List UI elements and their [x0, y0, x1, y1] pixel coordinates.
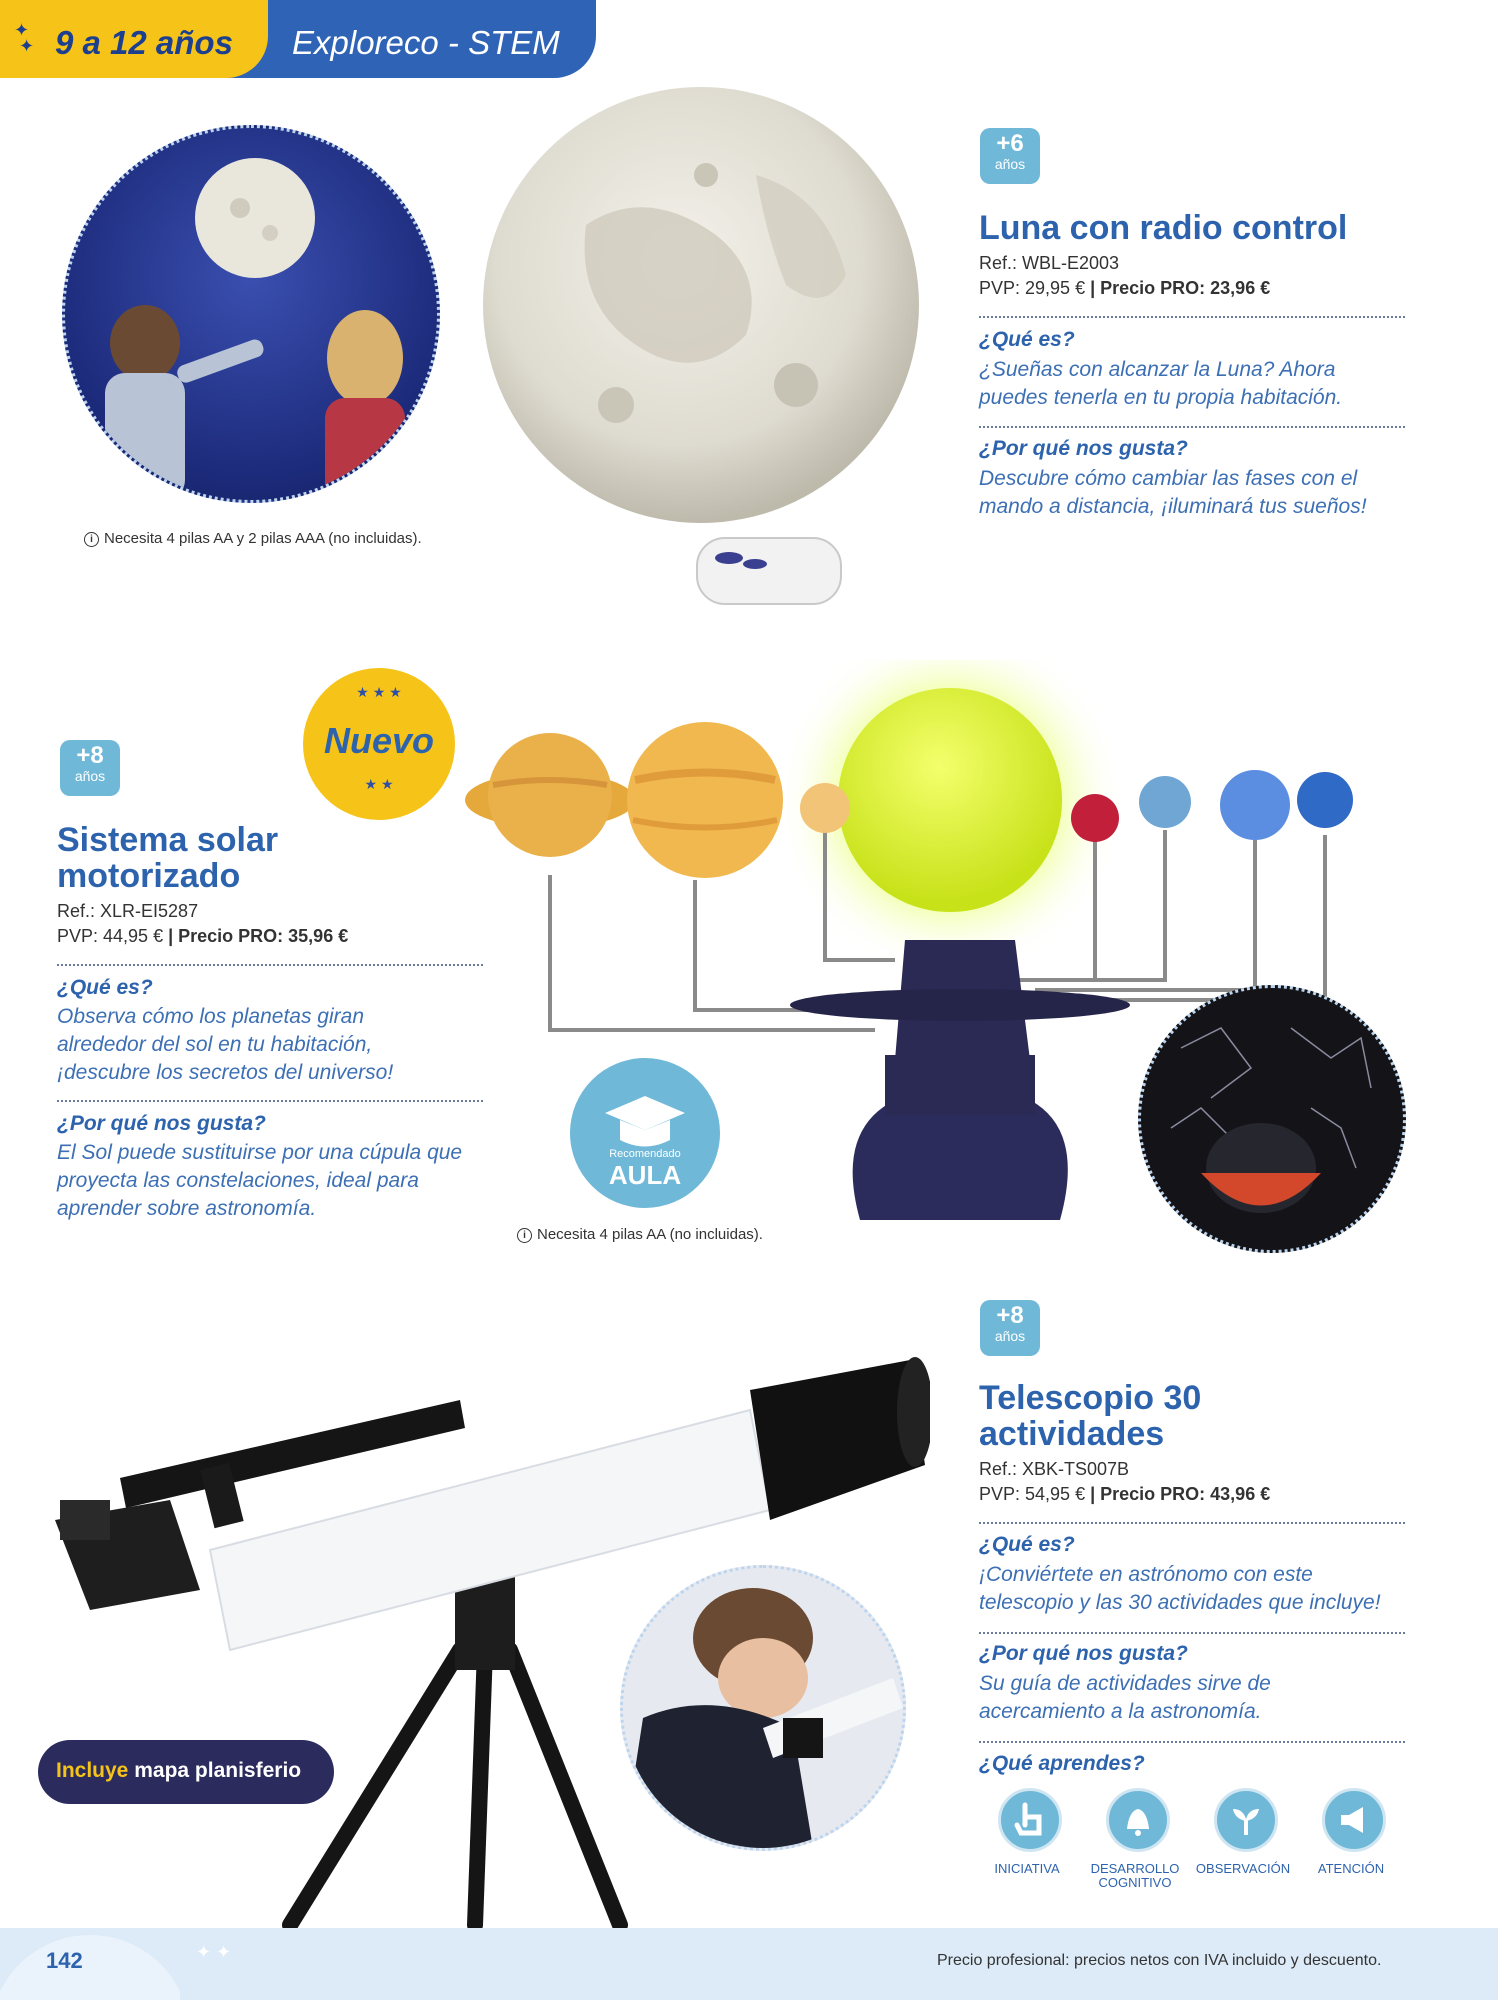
included-map-pill — [38, 1740, 334, 1804]
age-badge-number: +6 — [996, 130, 1024, 157]
footer-disclaimer: Precio profesional: precios netos con IVA incluido y descuento. — [937, 1952, 1382, 1969]
divider — [979, 426, 1405, 428]
product-title-line2: actividades — [979, 1415, 1165, 1453]
pvp-price: PVP: 44,95 € — [57, 926, 164, 946]
battery-note-text: Necesita 4 pilas AA y 2 pilas AAA (no incluidas). — [104, 530, 422, 547]
boy-with-telescope-photo — [620, 1565, 906, 1851]
pill-highlight: Incluye — [56, 1759, 129, 1782]
age-badge — [980, 128, 1040, 184]
divider — [57, 1100, 483, 1102]
included-map-label — [56, 1759, 301, 1783]
divider — [57, 964, 483, 966]
por-que-text: Descubre cómo cambiar las fases con el mando a distancia, ¡iluminará tus sueños! — [979, 467, 1367, 518]
bell-icon — [1106, 1788, 1170, 1852]
battery-note-text: Necesita 4 pilas AA (no incluidas). — [537, 1226, 763, 1243]
info-icon: i — [84, 532, 99, 547]
age-badge-unit: años — [994, 156, 1026, 172]
stars-icon: ✦ ✦ — [196, 1942, 232, 1962]
nuevo-badge — [303, 668, 455, 820]
divider — [979, 1741, 1405, 1743]
pro-price: | Precio PRO: 23,96 € — [1090, 278, 1271, 298]
skill-label: OBSERVACIÓN — [1195, 1861, 1291, 1876]
aula-recomendado: Recomendado — [609, 1148, 681, 1160]
product-price — [57, 925, 348, 948]
que-es-text: Observa cómo los planetas giran alrededor del sol en tu habitación, ¡descubre los secretos del universo! — [57, 1005, 394, 1084]
que-es-label: ¿Qué es? — [979, 328, 1075, 351]
age-badge — [980, 1300, 1040, 1356]
aula-text: AULA — [608, 1160, 682, 1190]
que-es-text: ¿Sueñas con alcanzar la Luna? Ahora puedes tenerla en tu propia habitación. — [979, 358, 1343, 409]
aula-badge — [570, 1058, 720, 1208]
kids-moon-photo — [62, 125, 440, 503]
battery-note — [84, 530, 422, 547]
pro-price: | Precio PRO: 35,96 € — [168, 926, 349, 946]
header-age-range: 9 a 12 años — [55, 24, 233, 61]
divider — [979, 316, 1405, 318]
product-title: Luna con radio control — [979, 209, 1348, 247]
divider — [979, 1632, 1405, 1634]
divider — [979, 1522, 1405, 1524]
pvp-price: PVP: 29,95 € — [979, 278, 1086, 298]
product-title-line2: motorizado — [57, 857, 241, 895]
sprout-icon — [1214, 1788, 1278, 1852]
por-que-label: ¿Por qué nos gusta? — [979, 437, 1188, 460]
product-title-line1: Telescopio 30 — [979, 1379, 1202, 1417]
megaphone-icon — [1322, 1788, 1386, 1852]
stars-icon: ★ ★ — [364, 776, 394, 792]
nuevo-badge-text: Nuevo — [323, 720, 435, 761]
stars-icon: ✦ ✦ — [14, 20, 35, 56]
age-badge — [60, 740, 120, 796]
hand-pointer-icon — [998, 1788, 1062, 1852]
remote-control-image — [693, 530, 845, 612]
por-que-label: ¿Por qué nos gusta? — [57, 1112, 266, 1135]
product-ref: Ref.: XBK-TS007B — [979, 1459, 1130, 1479]
pro-price: | Precio PRO: 43,96 € — [1090, 1484, 1271, 1504]
product-price — [979, 277, 1270, 300]
info-icon: i — [517, 1228, 532, 1243]
por-que-text: Su guía de actividades sirve de acercamiento a la astronomía. — [979, 1672, 1271, 1723]
header-category: Exploreco - STEM — [292, 24, 560, 61]
product-title-line1: Sistema solar — [57, 821, 279, 859]
age-badge-unit: años — [74, 768, 106, 784]
pvp-price: PVP: 54,95 € — [979, 1484, 1086, 1504]
product-price — [979, 1483, 1270, 1506]
constellation-dome-photo — [1138, 985, 1406, 1253]
que-es-label: ¿Qué es? — [979, 1533, 1075, 1556]
battery-note — [517, 1226, 763, 1243]
moon-lamp-image — [466, 85, 936, 525]
que-aprendes-label: ¿Qué aprendes? — [979, 1752, 1145, 1775]
pill-text: mapa planisferio — [134, 1759, 302, 1782]
por-que-label: ¿Por qué nos gusta? — [979, 1642, 1188, 1665]
stars-icon: ★ ★ ★ — [356, 684, 402, 700]
skill-label: ATENCIÓN — [1317, 1861, 1385, 1876]
que-es-text: ¡Conviértete en astrónomo con este telescopio y las 30 actividades que incluye! — [979, 1563, 1381, 1614]
age-badge-unit: años — [994, 1328, 1026, 1344]
page-number: 142 — [46, 1948, 83, 1973]
skill-label: DESARROLLO COGNITIVO — [1090, 1861, 1180, 1890]
por-que-text: El Sol puede sustituirse por una cúpula que proyecta las constelaciones, ideal para aprender sobre astronomía. — [57, 1141, 463, 1220]
que-es-label: ¿Qué es? — [57, 976, 153, 999]
product-ref: Ref.: XLR-EI5287 — [57, 901, 199, 921]
globe-decoration — [0, 1935, 180, 2000]
product-ref: Ref.: WBL-E2003 — [979, 253, 1120, 273]
age-badge-number: +8 — [996, 1302, 1024, 1329]
skill-label: INICIATIVA — [994, 1861, 1060, 1876]
age-badge-number: +8 — [76, 742, 104, 769]
